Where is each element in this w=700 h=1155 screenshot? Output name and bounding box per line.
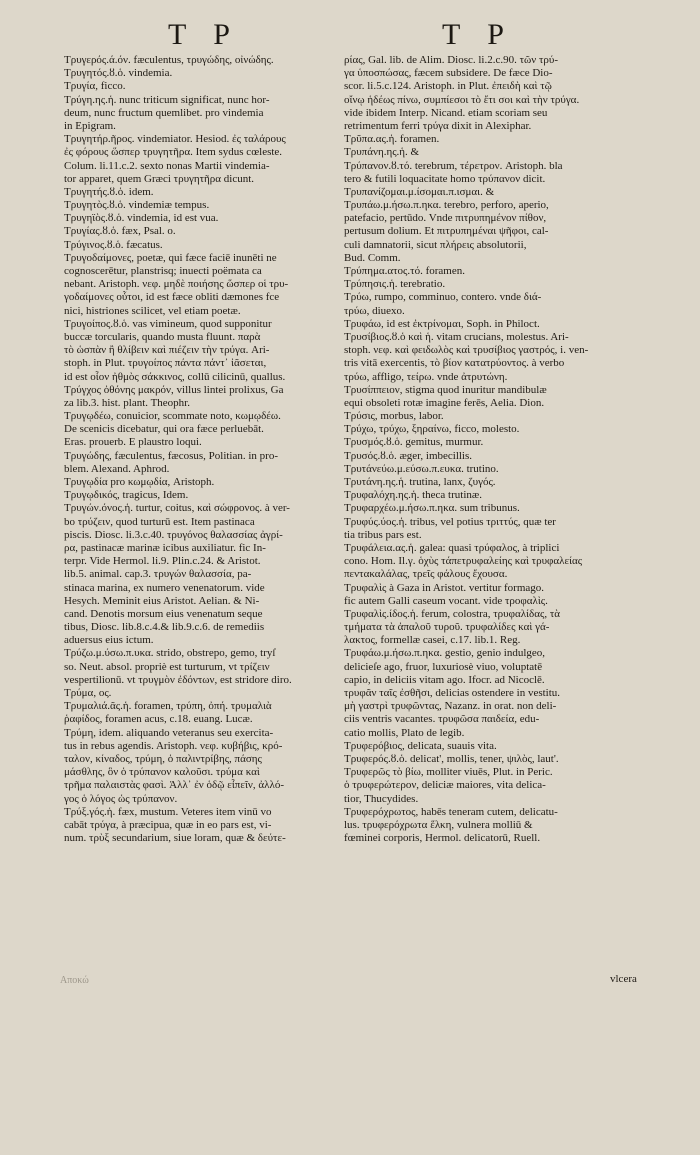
text-line: Τρύζω.μ.ύσω.π.υκα. strido, obstrepo, gemo, tryſ xyxy=(64,647,276,660)
text-line: Τρυφάλεια.ας.ἡ. galea: quasi τρύφαλος, à triplici xyxy=(344,541,560,554)
text-line: tero & futili loquacitate homo τρύπανον dicit. xyxy=(344,172,546,185)
text-line: nebant. Aristoph. νεφ. μηδὲ ποιήσης ὥσπερ οἱ τρυ- xyxy=(64,278,289,291)
text-line: γοδαίμονες οὗτοι, id est fæce obliti dæmones fce xyxy=(64,291,280,304)
text-line: cognoscerētur, planstrisq; inuecti poëmata ca xyxy=(64,265,262,277)
text-line: ταλον, κίναδος, τρύμη, ὁ παλιντρίβης, πάσης xyxy=(64,752,262,765)
text-line: patefacio, pertūdo. Vnde πιτρυπημένον πίθον, xyxy=(344,212,547,225)
text-line: ὁ τρυφερώτερον, deliciæ maiores, vita delica- xyxy=(344,779,546,792)
text-line: lib.5. animal. cap.3. τρυγών θαλασσία, pa- xyxy=(64,568,252,581)
text-line: tus in rebus agendis. Aristoph. νεφ. κυβήβις, κρό- xyxy=(64,739,283,752)
text-line: delicieſe ago, fruor, luxuriosè viuo, voluptatē xyxy=(344,660,543,673)
text-line: Τρύγη.ης.ἡ. nunc triticum significat, nunc hor- xyxy=(64,93,270,106)
right-running-head: T P xyxy=(442,18,514,51)
text-line: ρα, pastinacæ marinæ icibus auxiliatur. fic In- xyxy=(64,541,266,554)
text-line: fœminei corporis, Hermol. delicatorū, Ruell. xyxy=(344,832,541,845)
text-line: Τρυφύς.ύος.ἡ. tribus, vel potius τριττύς, quæ ter xyxy=(344,515,556,528)
text-line: Τρυγοίπος.ȣ.ὁ. vas vimineum, quod supponitur xyxy=(64,317,272,330)
text-line: Τρυγοδαίμονες, poetæ, qui fæce faciē inunēti ne xyxy=(64,251,277,264)
text-line: Τρυφάω.μ.ήσω.π.ηκα. gestio, genio indulgeo, xyxy=(344,647,546,660)
text-line: Τρυσίππειον, stigma quod inuritur mandibulæ xyxy=(344,383,547,396)
text-line: Τρυφερῶς τὸ βίω, molliter viuēs, Plut. in Peric. xyxy=(344,766,553,779)
text-line: buccæ torcularis, quando musta fluunt. παρὰ xyxy=(64,330,261,343)
text-line: so. Neut. absol. propriè est turturum, vt τρίζειν xyxy=(64,660,270,673)
text-line: tris vitā exercentis, τὸ βίον κατατρύοντος. à verbo xyxy=(344,357,565,370)
text-line: Τρυπάω.μ.ήσω.π.ηκα. terebro, perforo, aperio, xyxy=(344,199,549,212)
text-line: Τρυγῳδικός, tragicus, Idem. xyxy=(64,489,189,502)
text-line: stoph. in Plut. τρυγοίπος πάντα πάντ᾽ ἰᾶσεται, xyxy=(64,357,267,370)
text-line: retrimentum ferri τρύγα dixit in Alexiphar. xyxy=(344,119,532,132)
text-line: tia tribus pars est. xyxy=(344,528,422,541)
text-line: vespertilionū. vt τρυγμὸν ἐδόντων, est stridore diro. xyxy=(64,673,292,686)
text-line: Τρυφαρχέω.μ.ήσω.π.ηκα. sum tribunus. xyxy=(344,502,520,515)
text-line: deum, nunc fructum quemlibet. pro vindemia xyxy=(64,106,264,119)
text-line: Τρύω, rumpo, comminuo, contero. vnde διά- xyxy=(344,291,542,304)
text-line: lus. τρυφερόχρωτα ἕλκη, vulnera molliū & xyxy=(344,818,533,831)
text-line: cabāt τρύγα, à præcipua, quæ in eo pars est, vi- xyxy=(64,818,272,831)
text-line: Hesych. Meminit eius Aristot. Aelian. & Ni- xyxy=(64,594,260,607)
text-line: λακτος, formellæ casei, c.17. lib.1. Reg. xyxy=(344,634,521,647)
text-line: Τρυτάνεύω.μ.εύσω.π.ευκα. trutino. xyxy=(344,462,499,475)
text-line: Τρυμαλιά.ᾶς.ἡ. foramen, τρύπη, ὀπή. τρυμαλιὰ xyxy=(64,700,272,713)
text-line: Τρυφερόχρωτος, habēs teneram cutem, delicatu- xyxy=(344,805,558,818)
text-line: Eras. prouerb. E plaustro loqui. xyxy=(64,436,202,449)
text-line: Τρυτάνη.ης.ἡ. trutina, lanx, ζυγός. xyxy=(344,476,496,488)
text-line: Τρύξ.γός.ἡ. fæx, mustum. Veteres item vinū vo xyxy=(64,805,272,818)
text-line: μὴ γαστρὶ τρυφῶντας, Nazanz. in orat. non deli- xyxy=(344,700,557,713)
text-line: Τρύμα, ος. xyxy=(64,687,112,699)
text-line: Τρυπανίζομαι.μ.ίσομαι.π.ισμαι. & xyxy=(344,185,495,198)
text-line: Τρυφαλὶς à Gaza in Aristot. vertitur formago. xyxy=(344,581,545,594)
text-line: Τρυφαλὶς.ίδος.ἡ. ferum, colostra, τρυφαλίδας, τὰ xyxy=(344,607,560,620)
text-line: Τρύχω, τρύχω, ξηραίνω, ficco, molesto. xyxy=(344,423,520,436)
left-running-head: T P xyxy=(168,18,240,51)
text-line: num. τρὺξ secundarium, siue loram, quæ & δεύτε- xyxy=(64,832,286,845)
text-line: ciis ventris vacantes. τρυφῶσα παιδεία, edu- xyxy=(344,713,540,726)
text-line: vide ibidem Interp. Nicand. etiam scoriam seu xyxy=(344,106,548,119)
text-line: Τρυφερός.ȣ.ὁ. delicat', mollis, tener, ψιλὸς, laut'. xyxy=(344,752,559,765)
text-line: stinaca marina, ex numero venenatorum. vide xyxy=(64,581,265,594)
text-line: Τρύσις, morbus, labor. xyxy=(344,410,444,423)
text-line: Τρυφερόβιος, delicata, suauis vita. xyxy=(344,739,497,752)
text-line: Colum. li.11.c.2. sexto nonas Martii vindemia- xyxy=(64,159,270,172)
text-line: ἐς φόρους ὥσπερ τρυγητῆρα. Item sydus cœleste. xyxy=(64,146,283,159)
right-column xyxy=(344,54,616,845)
left-column xyxy=(64,54,336,845)
text-line: Τρυγητὸς.ȣ.ὁ. vindemiæ tempus. xyxy=(64,199,210,212)
text-line: in Epigram. xyxy=(64,119,116,132)
text-line: terpr. Vide Hermol. li.9. Plin.c.24. & Aristot. xyxy=(64,555,261,568)
text-line: οἴνῳ ἡδέως πίνω, συμπίεσοι τὸ ἔτι σοι καὶ τὴν τρύγα. xyxy=(344,93,580,106)
text-line: Τρύπανον.ȣ.τό. terebrum, τέρετρον. Aristoph. bla xyxy=(344,159,563,172)
text-line: Τρυγών.όνος.ἡ. turtur, coitus, καὶ σώφρονος. à ver- xyxy=(64,502,290,515)
text-line: culi damnatorii, sicut πλήρεις absolutorii, xyxy=(344,238,527,251)
text-line: bo τρύζειν, quod turturū est. Item pastinaca xyxy=(64,515,255,528)
text-line: Τρυπάνη.ης.ἡ. & xyxy=(344,146,420,159)
text-line: tibus, Diosc. lib.8.c.4.& lib.9.c.6. de remediis xyxy=(64,621,265,634)
text-line: τμήματα τὰ ἀπαλοῦ τυροῦ. τρυφαλίδες καὶ γά- xyxy=(344,621,550,634)
text-line: stoph. νεφ. καὶ φειδωλὸς καὶ τρυσίβιος γαστρός, i. ven- xyxy=(344,344,589,357)
text-line: Τρυγητήρ.ῆρος. vindemiator. Hesiod. ἐς ταλάρους xyxy=(64,133,286,146)
text-line: γος ὁ λόγος ὡς τρύπανον. xyxy=(64,792,178,805)
text-line: μάσθλης, ὃν ὁ τρύπανον καλοῦσι. τρύμα καὶ xyxy=(64,766,260,779)
text-line: Τρυγητός.ȣ.ὁ. vindemia. xyxy=(64,67,173,80)
text-line: aduersus eius ictum. xyxy=(64,634,154,647)
text-line: capio, in deliciis vitam ago. Ifocr. ad Nicoclē. xyxy=(344,673,545,686)
text-line: Τρυγῳδία pro κωμῳδία, Aristoph. xyxy=(64,476,215,488)
text-line: Τρυγῳδέω, conuicior, scommate noto, κωμῳδέω. xyxy=(64,410,281,423)
text-line: ρίας, Gal. lib. de Alim. Diosc. li.2.c.90. τῶν τρύ- xyxy=(344,54,559,66)
text-line: fic autem Galli caseum vocant. vide τροφαλὶς. xyxy=(344,594,548,607)
text-line: Τρύγχος ὀθόνης μακρόν, villus lintei prolixus, Ga xyxy=(64,383,284,396)
text-line: za lib.3. hist. plant. Theophr. xyxy=(64,396,190,409)
text-line: ῥαφίδος, foramen acus, c.18. euang. Lucæ. xyxy=(64,713,253,726)
text-line: τρύω, diuexo. xyxy=(344,304,405,317)
text-line: Τρύμη, idem. aliquando veteranus seu exercita- xyxy=(64,726,274,739)
text-line: Τρυγηϊὸς.ȣ.ὁ. vindemia, id est vua. xyxy=(64,212,219,225)
text-line: Τρῦπα.ας.ἡ. foramen. xyxy=(344,133,440,146)
text-line: γα ὑποσπώσας, fæcem subsidere. De fæce Dio- xyxy=(344,67,553,80)
text-line: Τρυγερός.ά.όν. fæculentus, τρυγώδης, οἰνώδης. xyxy=(64,54,274,66)
text-line: id est οἷον ἠθμὸς σάκκινος, collū cilicinū, quallus. xyxy=(64,370,286,383)
text-line: blem. Alexand. Aphrod. xyxy=(64,462,170,475)
text-line: Τρυσός.ȣ.ὁ. æger, imbecillis. xyxy=(344,449,473,462)
text-line: tior, Thucydides. xyxy=(344,792,419,805)
bleed-through-text: Αποκώ xyxy=(60,975,89,986)
text-line: scor. li.5.c.124. Aristoph. in Plut. ἐπειδὴ καὶ τῷ xyxy=(344,80,552,93)
text-line: Τρύγινος.ȣ.ὁ. fæcatus. xyxy=(64,238,163,251)
text-line: Τρυγώδης, fæculentus, fæcosus, Politian. in pro- xyxy=(64,449,279,462)
text-line: pertusum dolium. Et πιτρυπημέναι ψῆφοι, cal- xyxy=(344,225,549,238)
text-line: Τρύπημα.ατος.τό. foramen. xyxy=(344,265,465,277)
text-line: Τρυσίβιος.ȣ.ὁ καὶ ἡ. vitam crucians, molestus. Ari- xyxy=(344,330,569,343)
text-line: nici, histriones scilicet, vel etiam poetæ. xyxy=(64,304,241,317)
text-line: πεντακαλάλας, τρεῖς φάλους ἔχουσα. xyxy=(344,568,508,581)
text-line: Τρυφαλόχη.ης.ἡ. theca trutinæ. xyxy=(344,489,482,502)
text-line: Τρυσμός.ȣ.ὁ. gemitus, murmur. xyxy=(344,436,484,449)
text-line: catio mollis, Plato de legib. xyxy=(344,726,465,739)
text-line: equi obsoleti rotæ imagine ferēs, Aelia. Dion. xyxy=(344,396,545,409)
text-line: piscis. Diosc. li.3.c.40. τρυγόνος θαλασσίας ἀγρί- xyxy=(64,528,283,541)
text-line: τρυφᾶν ταῖς ἐσθῆσι, delicias ostendere in vestitu. xyxy=(344,687,561,699)
text-line: tor apparet, quem Græci τρυγητῆρα dicunt. xyxy=(64,172,255,185)
text-line: τρῆμα παλαιστὰς φασὶ. Ἀλλ᾽ ἐν ὁδῷ εἶπεῖν, ἀλλό- xyxy=(64,779,284,792)
text-line: Bud. Comm. xyxy=(344,251,401,264)
text-line: τὸ ὡσπὰν ἢ θλίβειν καὶ πιέζειν τὴν τρύγα. Ari- xyxy=(64,344,270,357)
text-line: Τρυγητής.ȣ.ὁ. idem. xyxy=(64,185,154,198)
text-line: Τρυγία, ficco. xyxy=(64,80,126,93)
text-line: Τρυφάω, id est ἐκτρίνομαι, Soph. in Philoct. xyxy=(344,317,540,330)
text-line: Τρύπησις.ἡ. terebratio. xyxy=(344,278,446,291)
catchword: vlcera xyxy=(610,973,637,985)
text-line: cono. Hom. Il.γ. ὁχὺς τάπετρυφαλείης καὶ τρυφαλείας xyxy=(344,555,583,568)
text-line: τρύω, affligo, τείρω. vnde ἀτρυτώνη. xyxy=(344,370,508,383)
text-line: cand. Denotis morsum eius venenatum seque xyxy=(64,607,263,620)
text-line: De scenicis dicebatur, qui ora fæce perluebāt. xyxy=(64,423,264,436)
text-line: Τρυγίας.ȣ.ὁ. fæx, Psal. ο. xyxy=(64,225,176,238)
